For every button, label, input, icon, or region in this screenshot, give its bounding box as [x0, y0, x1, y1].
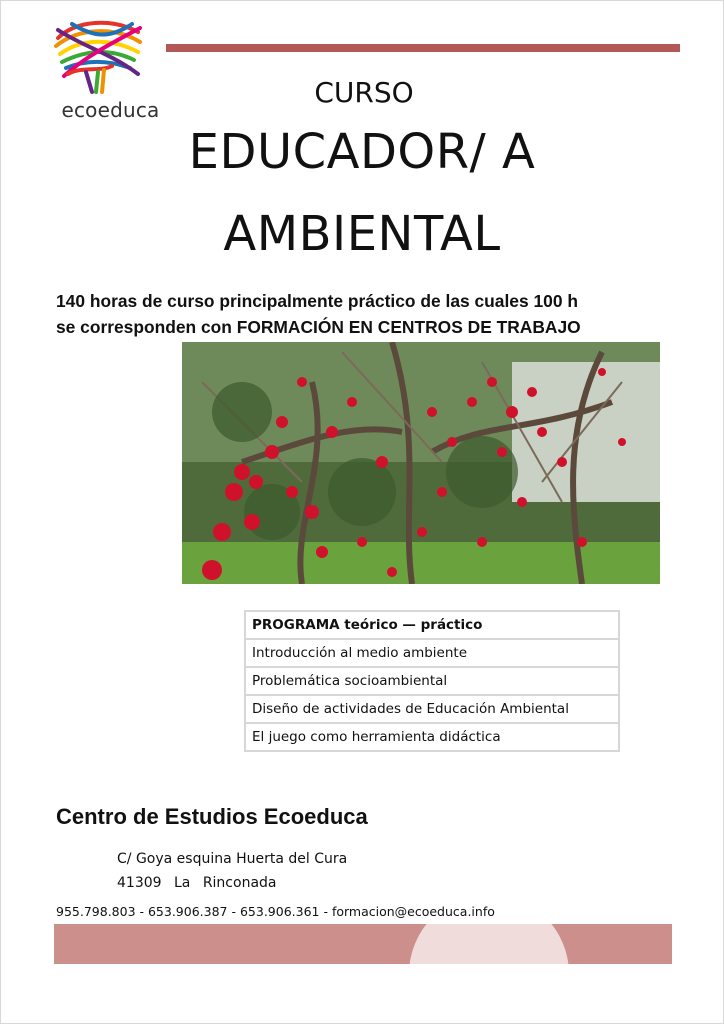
intro-line2-prefix: se corresponden con	[56, 317, 237, 337]
table-row	[245, 667, 619, 695]
program-table-header-row	[245, 611, 619, 639]
logo-wordmark: ecoeduca	[61, 98, 160, 122]
table-row	[245, 723, 619, 751]
intro-line2-strong: FORMACIÓN EN CENTROS DE TRABAJO	[236, 317, 581, 337]
program-item: Problemática socioambiental	[245, 667, 619, 695]
course-title-line2: AMBIENTAL	[223, 206, 501, 262]
course-intro	[56, 288, 676, 340]
intro-line1: 140 horas de curso principalmente práctico de las cuales 100 h	[56, 291, 578, 311]
program-item: El juego como herramienta didáctica	[245, 723, 619, 751]
course-kicker: CURSO	[314, 76, 414, 109]
ecoeduca-logo	[48, 16, 173, 126]
decorative-circle	[409, 924, 569, 964]
bottom-decorative-band	[54, 924, 672, 964]
address-line2: 41309 La Rinconada	[117, 875, 277, 891]
address-line1: C/ Goya esquina Huerta del Cura	[117, 851, 348, 867]
program-item: Introducción al medio ambiente	[245, 639, 619, 667]
program-table	[244, 610, 620, 752]
top-accent-rule	[166, 44, 680, 52]
hawthorn-tree-photo	[182, 342, 660, 584]
center-name: Centro de Estudios Ecoeduca	[56, 804, 368, 829]
program-item: Diseño de actividades de Educación Ambiental	[245, 695, 619, 723]
program-table-header: PROGRAMA teórico — práctico	[245, 611, 619, 639]
contact-line: 955.798.803 - 653.906.387 - 653.906.361 - formacion@ecoeduca.info	[56, 904, 495, 919]
table-row	[245, 639, 619, 667]
table-row	[245, 695, 619, 723]
intro-line2	[56, 314, 676, 340]
course-title-line1: EDUCADOR/ A	[188, 124, 536, 180]
